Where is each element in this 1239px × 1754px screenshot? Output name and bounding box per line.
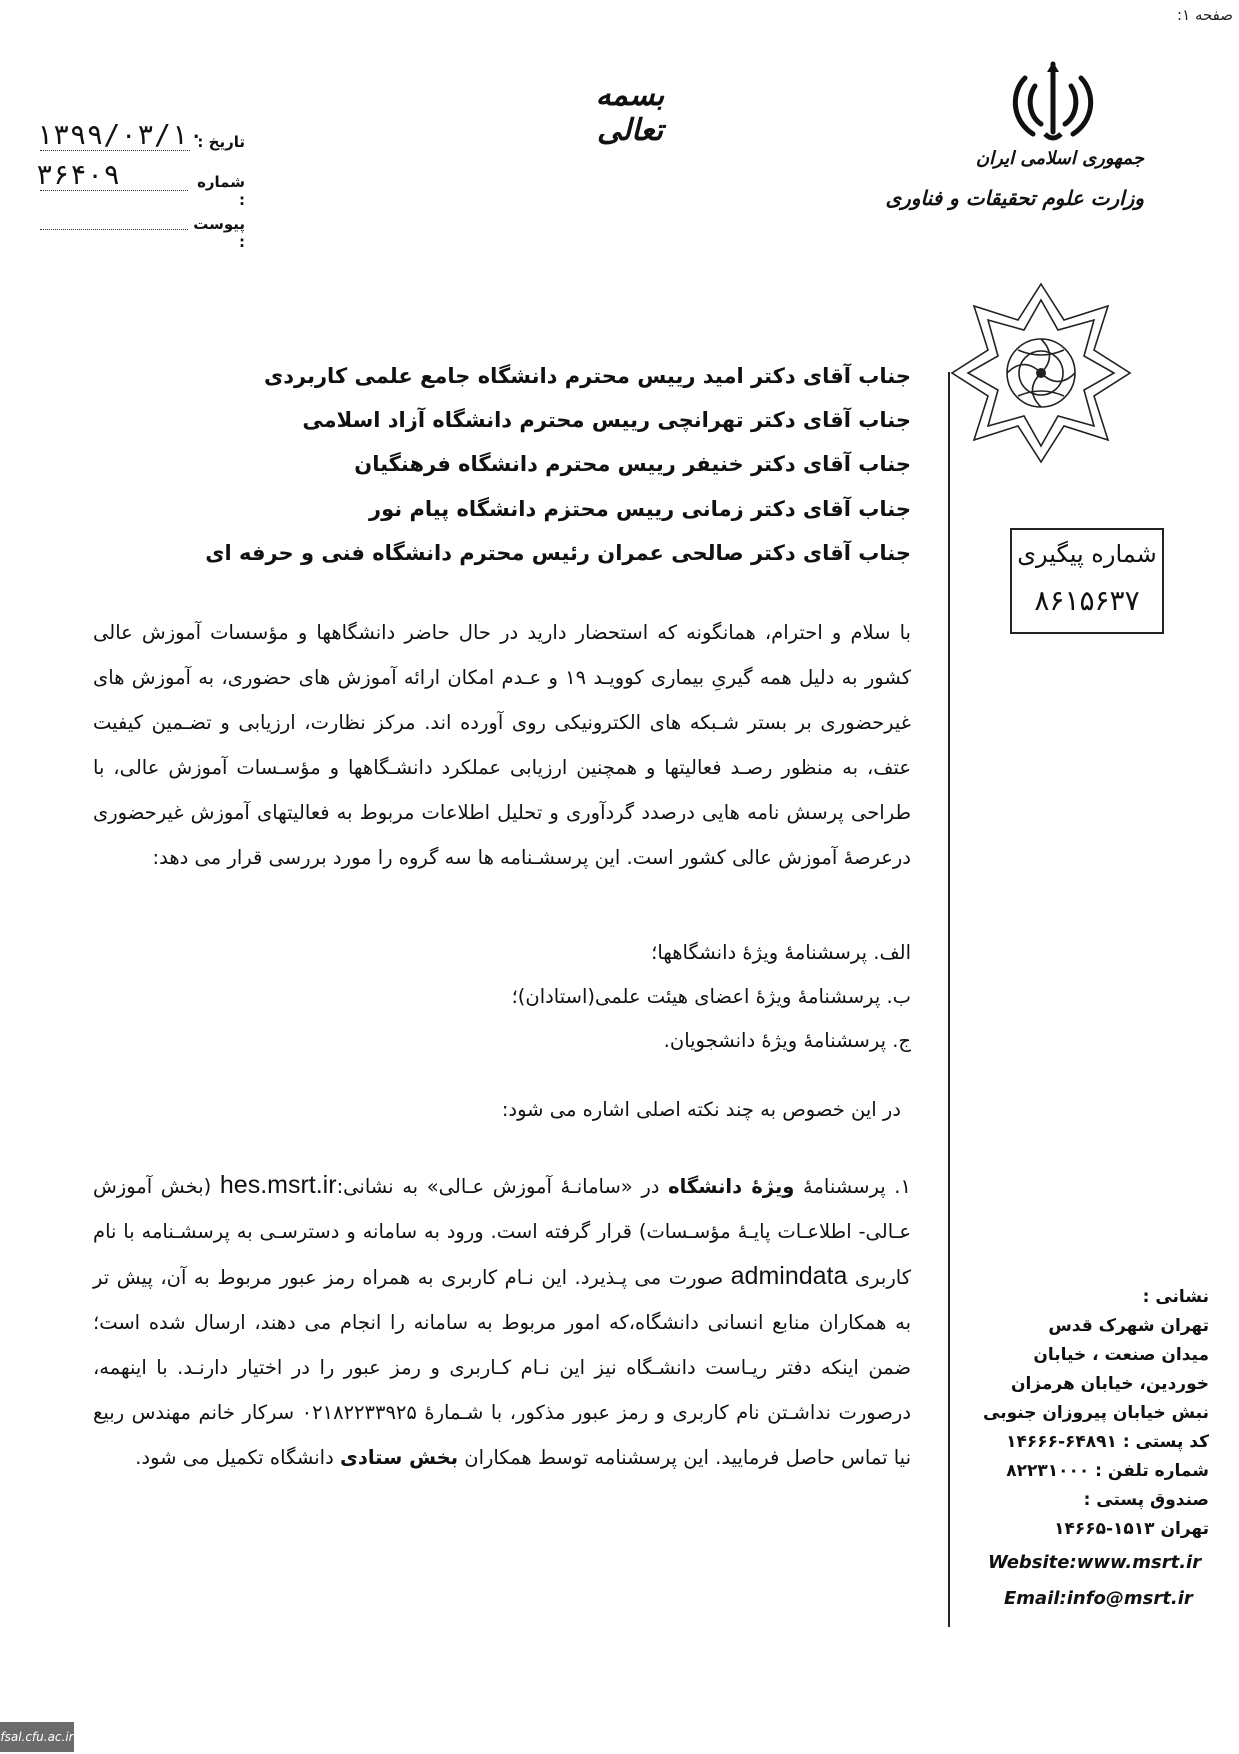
- address-line: صندوق پستی :: [1083, 1490, 1209, 1510]
- addressee-3: جناب آقای دکتر خنیفر رییس محترم دانشگاه فرهنگیان: [354, 452, 911, 476]
- number-label: شماره :: [197, 173, 245, 209]
- username-text: admindata: [730, 1262, 848, 1290]
- attachment-label: پیوست :: [193, 215, 245, 251]
- vertical-rule: [948, 372, 950, 1627]
- list-item-jim: ج. پرسشنامهٔ ویژهٔ دانشجویان.: [663, 1029, 911, 1052]
- point-1-text-d: صورت می پـذیرد. این نـام کاربری به همراه رمز عبور مربوط به آن، پیش تر به همکاران منابع انسانی دانشگاه،که امور مربوط به سامانه را انجام می دهند، ارسال شده است؛ ضمن اینکه دفتر ریـاست دانشـگاه نیز این نـام کـاربری و رمز عبور را در اختیار دارنـد. با اینهمه، درصورت نداشـتن نام کاربری و رمز عبور مذکور، با شـمارهٔ ۰۲۱۸۲۲۳۳۹۲۵ سرکار خانم مهندس ربیع نیا تماس حاصل فرمایید. این پرسشنامه توسط همکاران: [93, 1266, 911, 1469]
- number-value: ۳۶۴۰۹: [36, 158, 121, 191]
- point-1-text-e: دانشگاه تکمیل می شود.: [135, 1446, 340, 1469]
- list-item-alef: الف. پرسشنامهٔ ویژهٔ دانشگاهها؛: [651, 941, 911, 964]
- addressee-1: جناب آقای دکتر امید رییس محترم دانشگاه جامع علمی کاربردی: [264, 364, 911, 388]
- point-1-bold-staff: بخش ستادی: [339, 1446, 459, 1469]
- intro-paragraph: با سلام و احترام، همانگونه که استحضار دارید در حال حاضر دانشگاهها و مؤسسات آموزش عالی کشور به دلیل همه گیریِ بیماری کوویـد ۱۹ و عـدم امکان ارائه آموزش های حضوری، به آموزش های غیرحضوری بر بستر شـبکه های الکترونیکی روی آورده اند. مرکز نظارت، ارزیابی و تضـمین کیفیت عتف، به منظور رصـد فعالیتها و همچنین ارزیابی عملکرد دانشـگاهها و مؤسـسات آموزش عالی، با طراحی پرسش نامه هایی درصدد گردآوری و تحلیل اطلاعات مربوط به فعالیتهای آموزش غیرحضوری درعرصهٔ آموزش عالی کشور است. این پرسشـنامه ها سه گروه را مورد بررسی قرار می دهد:: [93, 621, 911, 869]
- addressee-2: جناب آقای دکتر تهرانچی رییس محترم دانشگاه آزاد اسلامی: [302, 408, 911, 432]
- tracking-label: شماره پیگیری: [1017, 540, 1157, 568]
- list-item-be: ب. پرسشنامهٔ ویژهٔ اعضای هیئت علمی(استادان)؛: [511, 985, 911, 1008]
- point-1-paragraph: [93, 1163, 911, 1480]
- email-link[interactable]: Email:info@msrt.ir: [1004, 1588, 1193, 1609]
- point-1-text-c: (بخش آموزش عـالی- اطلاعـات پایـهٔ مؤسـسات) قرار گرفته است. ورود به سامانه و دسترسـی به پرسشـنامه با نام کاربری: [93, 1175, 911, 1289]
- addressee-5: جناب آقای دکتر صالحی عمران رئیس محترم دانشگاه فنی و حرفه ای: [205, 541, 911, 565]
- portal-url-link[interactable]: hes.msrt.ir: [219, 1171, 337, 1199]
- address-block: [979, 1283, 1209, 1544]
- points-intro: در این خصوص به چند نکته اصلی اشاره می شود:: [501, 1098, 901, 1121]
- ornament-icon: [948, 280, 1134, 466]
- addressee-4: جناب آقای دکتر زمانی رییس محتزم دانشگاه پیام نور: [369, 497, 911, 521]
- ministry-line-2: وزارت علوم تحقیقات و فناوری: [885, 186, 1144, 210]
- website-link[interactable]: Website:www.msrt.ir: [988, 1552, 1202, 1573]
- tracking-number: ۸۶۱۵۶۳۷: [1034, 584, 1140, 617]
- date-label: تاریخ :: [197, 133, 245, 151]
- address-line: تهران شهرک قدس: [1048, 1316, 1209, 1336]
- attachment-line: [40, 229, 188, 230]
- point-1-bold-university: ویژهٔ دانشگاه: [668, 1175, 795, 1198]
- point-1-text-b: در «سامانـهٔ آموزش عـالی» به نشانی:: [336, 1175, 669, 1198]
- bismillah-heading: بسمه تعالی: [595, 78, 665, 148]
- date-value: ۱۳۹۹/۰۳/۱۰: [36, 118, 205, 151]
- address-line: تهران ۱۵۱۳-۱۴۶۶۵: [1054, 1519, 1209, 1539]
- tracking-box: [1010, 528, 1164, 634]
- address-line: کد پستی : ۶۴۸۹۱-۱۴۶۶۶: [1006, 1432, 1209, 1452]
- address-line: خوردین، خیابان هرمزان: [1010, 1374, 1209, 1394]
- point-1-text-a: ۱. پرسشنامهٔ: [794, 1175, 911, 1198]
- address-line: شماره تلفن : ۸۲۲۳۱۰۰۰: [1006, 1461, 1209, 1481]
- footer-watermark: fsal.cfu.ac.ir: [0, 1722, 74, 1752]
- address-line: نبش خیابان پیروزان جنوبی: [983, 1403, 1209, 1423]
- ministry-line-1: جمهوری اسلامی ایران: [975, 148, 1144, 169]
- page-number: صفحه ۱:: [1177, 6, 1233, 24]
- address-line: نشانی :: [1142, 1287, 1209, 1307]
- iran-emblem-icon: [1005, 58, 1101, 144]
- address-line: میدان صنعت ، خیابان: [1033, 1345, 1209, 1365]
